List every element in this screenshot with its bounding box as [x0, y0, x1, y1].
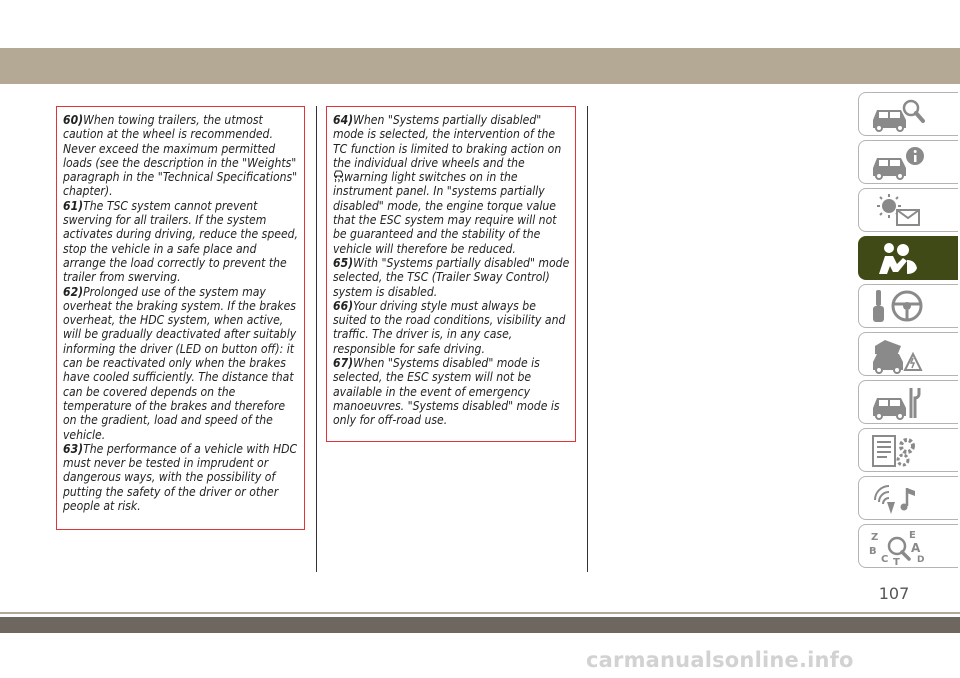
tab-knowing-vehicle[interactable]: [858, 92, 958, 136]
column-divider-left: [316, 106, 317, 572]
tab-emergency[interactable]: [858, 332, 958, 376]
tab-technical-specifications[interactable]: [858, 428, 958, 472]
warning-lights-message-icon: [867, 192, 931, 230]
tab-warning-lights[interactable]: [858, 188, 958, 232]
car-emergency-icon: [867, 336, 931, 374]
bottom-rule: [0, 612, 960, 614]
index-letter: T: [893, 557, 900, 566]
note-60: [63, 113, 300, 199]
car-tools-icon: [867, 384, 931, 422]
bottom-band: [0, 617, 960, 633]
index-letter: E: [909, 530, 916, 541]
index-letter: Z: [871, 532, 879, 543]
car-info-icon: [867, 144, 931, 182]
note-63: [63, 442, 300, 513]
tab-servicing[interactable]: [858, 380, 958, 424]
note-text: When "Systems partially disabled" mode is selected, the intervention of the TC function is limited to braking action on the individual drive wheels and the: [333, 113, 562, 170]
warning-box-right: [326, 106, 576, 442]
note-number: 60): [63, 113, 84, 127]
note-text: warning light switches on in the instrument panel. In "systems partially disabled" mode, the engine torque value that the ESC system may require will not be guaranteed and the stability of the vehicle will therefore be reduced.: [333, 170, 557, 256]
multimedia-music-icon: [867, 480, 931, 518]
note-67: [333, 356, 571, 427]
key-steering-wheel-icon: [867, 288, 931, 326]
note-number: 65): [333, 255, 354, 270]
index-letter: B: [869, 546, 877, 557]
page-number: 107: [878, 584, 910, 603]
tab-instrument-panel[interactable]: [858, 140, 958, 184]
note-text: When towing trailers, the utmost caution at the wheel is recommended. Never exceed the maximum permitted loads (see the description in the "Weights" paragraph in the "Technical Specifications" chapter).: [63, 113, 298, 199]
watermark: carmanualsonline.info: [586, 648, 854, 672]
note-number: 63): [63, 441, 84, 456]
note-text: With "Systems partially disabled" mode selected, the TSC (Trailer Sway Control) system is disabled.: [333, 255, 570, 299]
note-text: The TSC system cannot prevent swerving for all trailers. If the system activates during driving, reduce the speed, stop the vehicle in a safe place and arrange the load correctly to prevent the trailer from swerving.: [63, 198, 299, 285]
top-band: [0, 48, 960, 84]
tab-safety[interactable]: [858, 236, 958, 280]
note-number: 64): [333, 113, 354, 127]
tab-starting-driving[interactable]: [858, 284, 958, 328]
occupant-airbag-icon: [867, 240, 931, 278]
note-64: [333, 113, 571, 256]
note-number: 61): [63, 198, 84, 213]
specifications-gears-icon: [867, 432, 931, 470]
note-number: 62): [63, 284, 84, 299]
note-number: 66): [333, 298, 354, 313]
note-61: [63, 199, 300, 285]
index-search-icon: [867, 528, 931, 566]
skid-warning-light-icon: [333, 170, 344, 183]
index-letter: C: [881, 554, 889, 565]
note-text: The performance of a vehicle with HDC must never be tested in imprudent or dangerous ways, with the possibility of putting the safety of the driver or other people at risk.: [63, 441, 298, 514]
note-text: Your driving style must always be suited to the road conditions, visibility and traffic. The driver is, in any case, responsible for safe driving.: [333, 298, 566, 356]
note-text: When "Systems disabled" mode is selected, the ESC system will not be available in the event of emergency manoeuvres. "Systems disabled" mode is only for off-road use.: [333, 356, 560, 428]
column-divider-right: [587, 106, 588, 572]
note-65: [333, 256, 571, 299]
tab-multimedia[interactable]: [858, 476, 958, 520]
car-magnifier-icon: [867, 96, 931, 134]
index-letter: A: [911, 541, 921, 555]
note-number: 67): [333, 356, 354, 371]
note-62: [63, 285, 300, 442]
note-text: Prolonged use of the system may overheat the braking system. If the brakes overheat, the HDC system, when active, will be gradually deactivated after suitably informing the driver (LED on button off): it can be reactivated only when the brakes have cooled sufficiently. The distance that can be covered depends on the temperature of the brakes and therefore on the gradient, load and speed of the vehicle.: [63, 284, 297, 442]
tab-index[interactable]: [858, 524, 958, 568]
warning-box-left: [56, 106, 305, 530]
note-66: [333, 299, 571, 356]
index-letter: D: [917, 555, 925, 565]
